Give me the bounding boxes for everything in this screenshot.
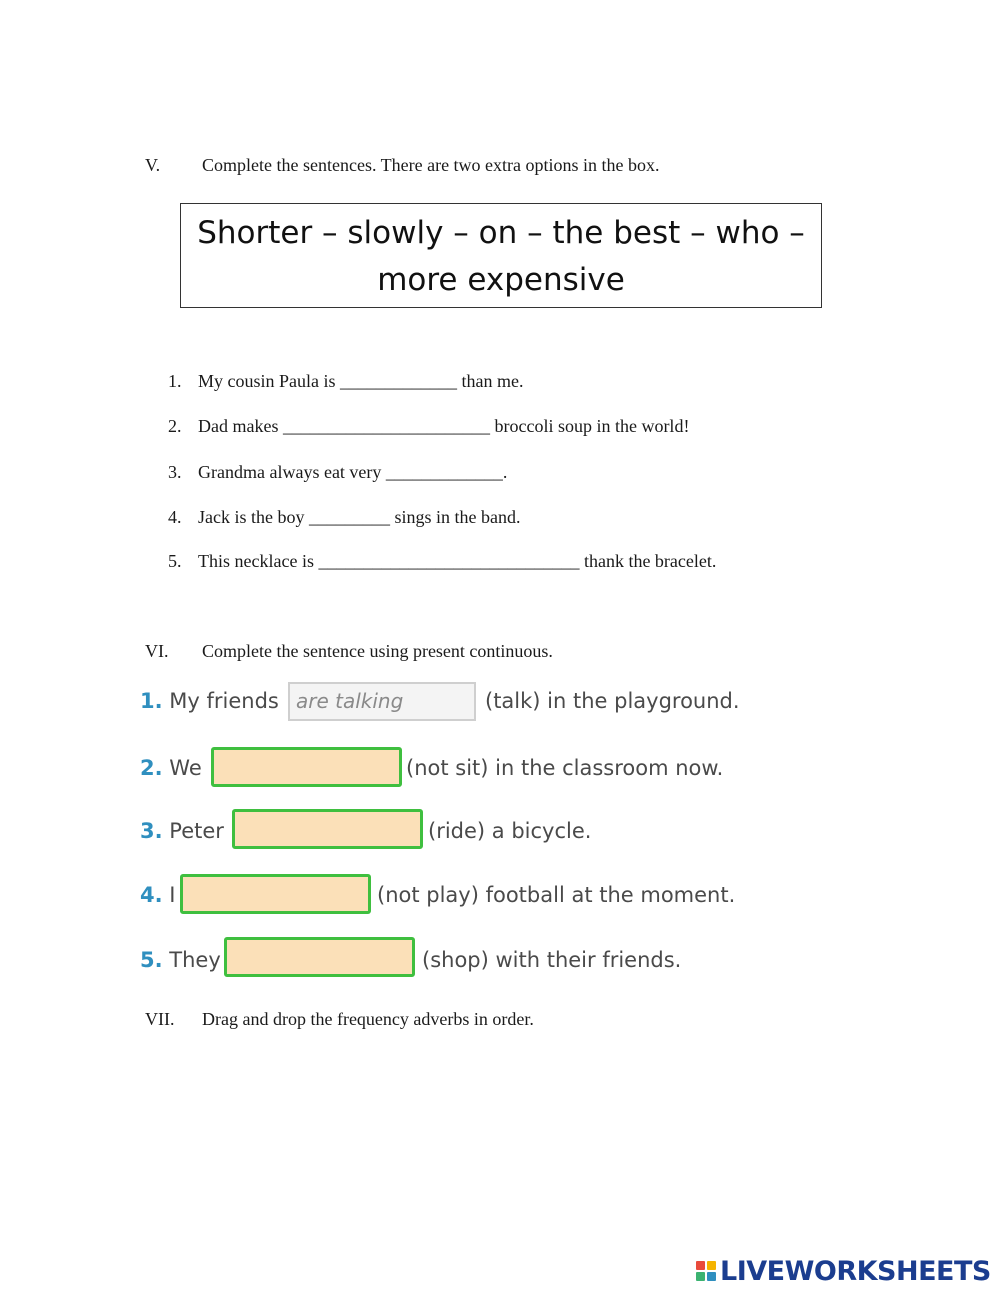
v-item-5-text: This necklace is _____________________________ thank the bracelet. — [198, 551, 717, 571]
logo-mark-icon — [696, 1261, 716, 1281]
word-bank-line-2: more expensive — [377, 262, 625, 298]
section-v-number: V. — [145, 155, 161, 175]
v-item-2-text: Dad makes _______________________ broccoli soup in the world! — [198, 416, 690, 436]
logo-text: LIVEWORKSHEETS — [720, 1255, 991, 1287]
logo-mark-square — [707, 1272, 716, 1281]
vi-item-2-after: (not sit) in the classroom now. — [406, 756, 724, 780]
vi-item-1-before: My friends — [169, 689, 279, 713]
vi-item-3-number: 3. — [140, 819, 163, 843]
logo-mark-square — [696, 1272, 705, 1281]
v-item-5-number: 5. — [168, 551, 182, 571]
vi-item-5 — [140, 940, 221, 980]
vi-item-5-after: (shop) with their friends. — [422, 948, 682, 972]
word-bank-box — [180, 203, 822, 308]
vi-item-4-after: (not play) football at the moment. — [377, 883, 736, 907]
vi-item-1-number: 1. — [140, 689, 163, 713]
v-item-1-text: My cousin Paula is _____________ than me. — [198, 371, 524, 391]
word-bank-line-1: Shorter – slowly – on – the best – who – — [197, 215, 805, 251]
section-vi-instruction: Complete the sentence using present continuous. — [202, 641, 553, 661]
v-item-2-number: 2. — [168, 416, 182, 436]
vi-item-3-after: (ride) a bicycle. — [428, 819, 592, 843]
vi-item-3-before: Peter — [169, 819, 224, 843]
vi-item-1 — [140, 681, 279, 721]
vi-item-5-number: 5. — [140, 948, 163, 972]
vi-item-3-answer-input[interactable] — [232, 809, 423, 849]
vi-item-4-before: I — [169, 883, 176, 907]
vi-item-2-before: We — [169, 756, 202, 780]
vi-item-4-number: 4. — [140, 883, 163, 907]
vi-item-5-answer-input[interactable] — [224, 937, 415, 977]
logo-mark-square — [696, 1261, 705, 1270]
vi-item-2-number: 2. — [140, 756, 163, 780]
vi-item-1-example-answer: are talking — [288, 682, 476, 721]
vi-item-2 — [140, 748, 202, 788]
v-item-4-number: 4. — [168, 507, 182, 527]
section-vi-number: VI. — [145, 641, 169, 661]
section-v-instruction: Complete the sentences. There are two extra options in the box. — [202, 155, 660, 175]
vi-item-3 — [140, 811, 224, 851]
v-item-4-text: Jack is the boy _________ sings in the band. — [198, 507, 521, 527]
v-item-3-text: Grandma always eat very _____________. — [198, 462, 508, 482]
logo-mark-square — [707, 1261, 716, 1270]
vi-item-4 — [140, 875, 175, 915]
liveworksheets-logo — [696, 1254, 991, 1288]
vi-item-4-answer-input[interactable] — [180, 874, 371, 914]
v-item-1-number: 1. — [168, 371, 182, 391]
vi-item-2-answer-input[interactable] — [211, 747, 402, 787]
v-item-3-number: 3. — [168, 462, 182, 482]
section-vii-instruction: Drag and drop the frequency adverbs in order. — [202, 1009, 534, 1029]
section-vii-number: VII. — [145, 1009, 175, 1029]
vi-item-5-before: They — [169, 948, 221, 972]
vi-item-1-after: (talk) in the playground. — [485, 689, 740, 713]
